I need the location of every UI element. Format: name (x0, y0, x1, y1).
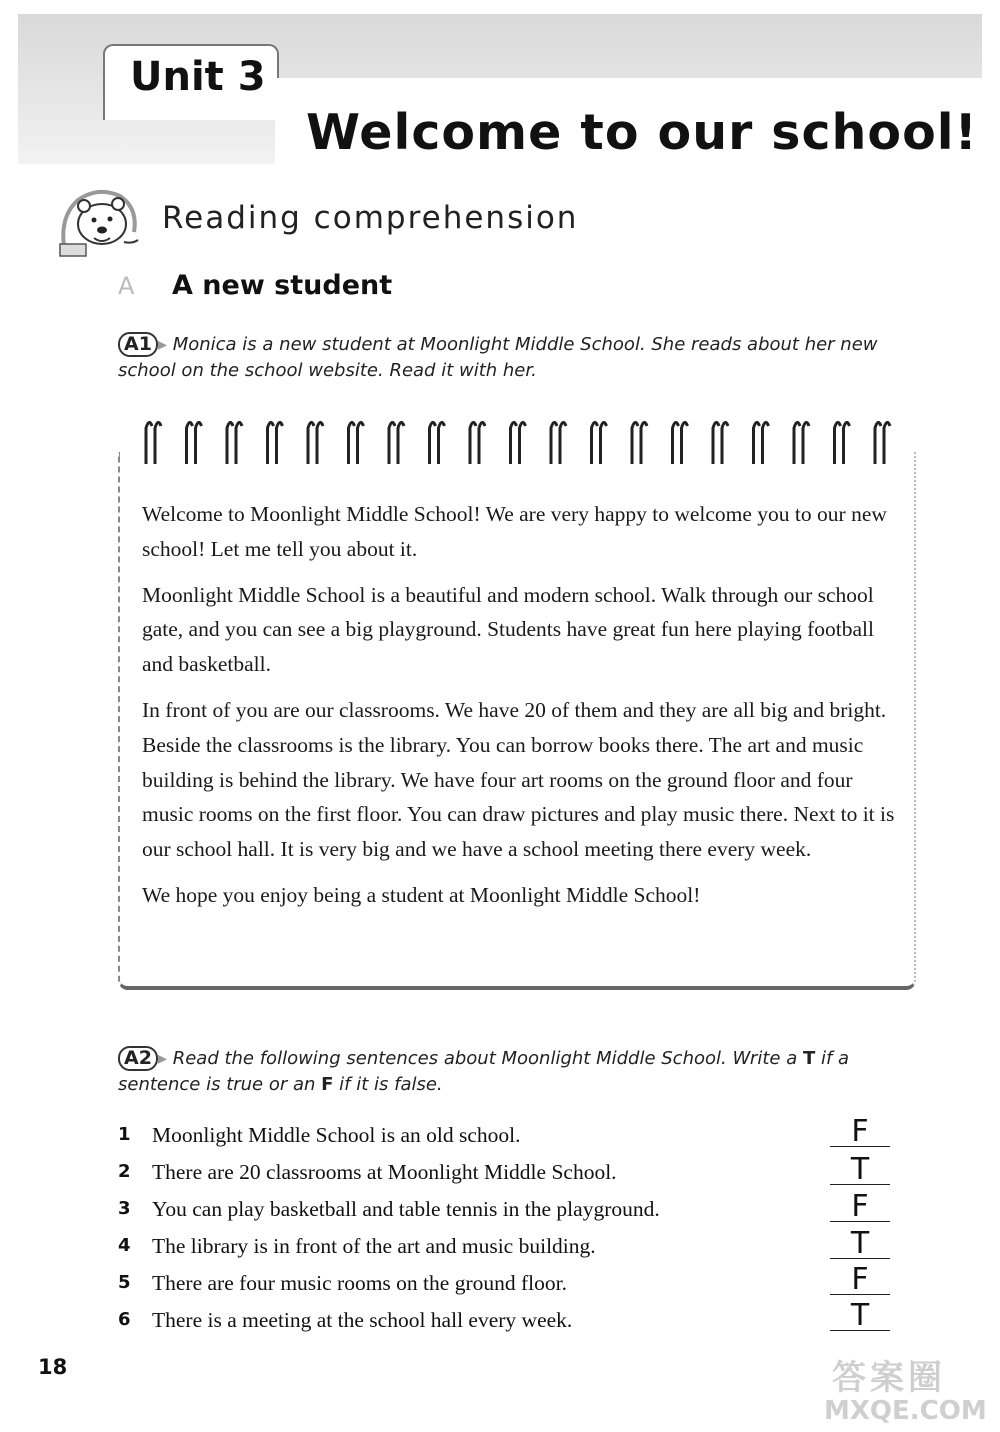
answer-blank[interactable] (830, 1152, 890, 1187)
arrow-icon: ▸ (157, 1048, 173, 1069)
question-row (118, 1156, 818, 1188)
question-row (118, 1119, 818, 1151)
page-title: Welcome to our school! (306, 104, 978, 161)
watermark (818, 1350, 988, 1430)
answer-blank[interactable] (830, 1189, 890, 1224)
question-text: There are 20 classrooms at Moonlight Middle School. (152, 1160, 617, 1184)
answer-text: T (850, 1152, 870, 1187)
a2-instruction (118, 1046, 918, 1098)
question-row (118, 1230, 818, 1262)
question-text: There is a meeting at the school hall every week. (152, 1308, 573, 1332)
bear-mascot-icon (58, 186, 140, 258)
true-letter: T (802, 1048, 816, 1069)
question-number: 6 (118, 1309, 131, 1330)
answer-blank[interactable] (830, 1114, 890, 1149)
false-letter: F (321, 1074, 334, 1095)
question-number: 2 (118, 1161, 131, 1182)
a2-instruction-text: if a sentence is true or an (118, 1048, 850, 1095)
answer-blank[interactable] (830, 1262, 890, 1297)
unit-label: Unit 3 (130, 54, 266, 100)
section-heading: Reading comprehension (162, 200, 579, 236)
a2-badge: A2 (118, 1046, 158, 1071)
question-text: The library is in front of the art and music building. (152, 1234, 596, 1258)
answer-text: F (851, 1262, 869, 1297)
watermark-logo: 答案圈 (832, 1358, 946, 1398)
question-number: 5 (118, 1272, 131, 1293)
question-number: 4 (118, 1235, 131, 1256)
reading-passage (142, 497, 902, 924)
answer-text: F (851, 1114, 869, 1149)
passage-paragraph: Welcome to Moonlight Middle School! We are very happy to welcome you to our new school! Let me tell you about it. (142, 502, 887, 561)
answer-blank[interactable] (830, 1226, 890, 1261)
a1-instruction (118, 332, 918, 384)
answer-blank[interactable] (830, 1298, 890, 1333)
question-number: 3 (118, 1198, 131, 1219)
subsection-heading: A new student (172, 270, 393, 301)
a2-instruction-text: Read the following sentences about Moonlight Middle School. Write a (172, 1048, 803, 1069)
watermark-url: MXQE.COM (824, 1396, 987, 1426)
answer-text: T (850, 1226, 870, 1261)
arrow-icon: ▸ (157, 334, 173, 355)
a2-instruction-text: if it is false. (333, 1074, 443, 1095)
a1-instruction-text: Monica is a new student at Moonlight Middle School. She reads about her new school on the school website. Read it with her. (118, 334, 878, 381)
a1-badge: A1 (118, 332, 158, 357)
question-number: 1 (118, 1124, 131, 1145)
question-text: You can play basketball and table tennis in the playground. (152, 1197, 660, 1221)
question-row (118, 1267, 818, 1299)
question-row (118, 1193, 818, 1225)
answer-text: F (851, 1189, 869, 1224)
subsection-letter: A (118, 272, 135, 300)
question-text: There are four music rooms on the ground floor. (152, 1271, 567, 1295)
question-text: Moonlight Middle School is an old school. (152, 1123, 521, 1147)
answer-text: T (850, 1298, 870, 1333)
page-number: 18 (38, 1355, 68, 1379)
passage-paragraph: We hope you enjoy being a student at Moonlight Middle School! (142, 882, 701, 907)
question-row (118, 1304, 818, 1336)
passage-paragraph: Moonlight Middle School is a beautiful and modern school. Walk through our school gate, and you can see a big playground. Students have great fun here playing football and basketball. (142, 582, 874, 677)
passage-paragraph: In front of you are our classrooms. We have 20 of them and they are all big and bright. Beside the classrooms is the library. You can borrow books there. The art and music building is behind the library. We have four art rooms on the ground floor and four music rooms on the first floor. You can draw pictures and play music there. Next to it is our school hall. It is very big and we have a school meeting there every week. (142, 697, 895, 862)
